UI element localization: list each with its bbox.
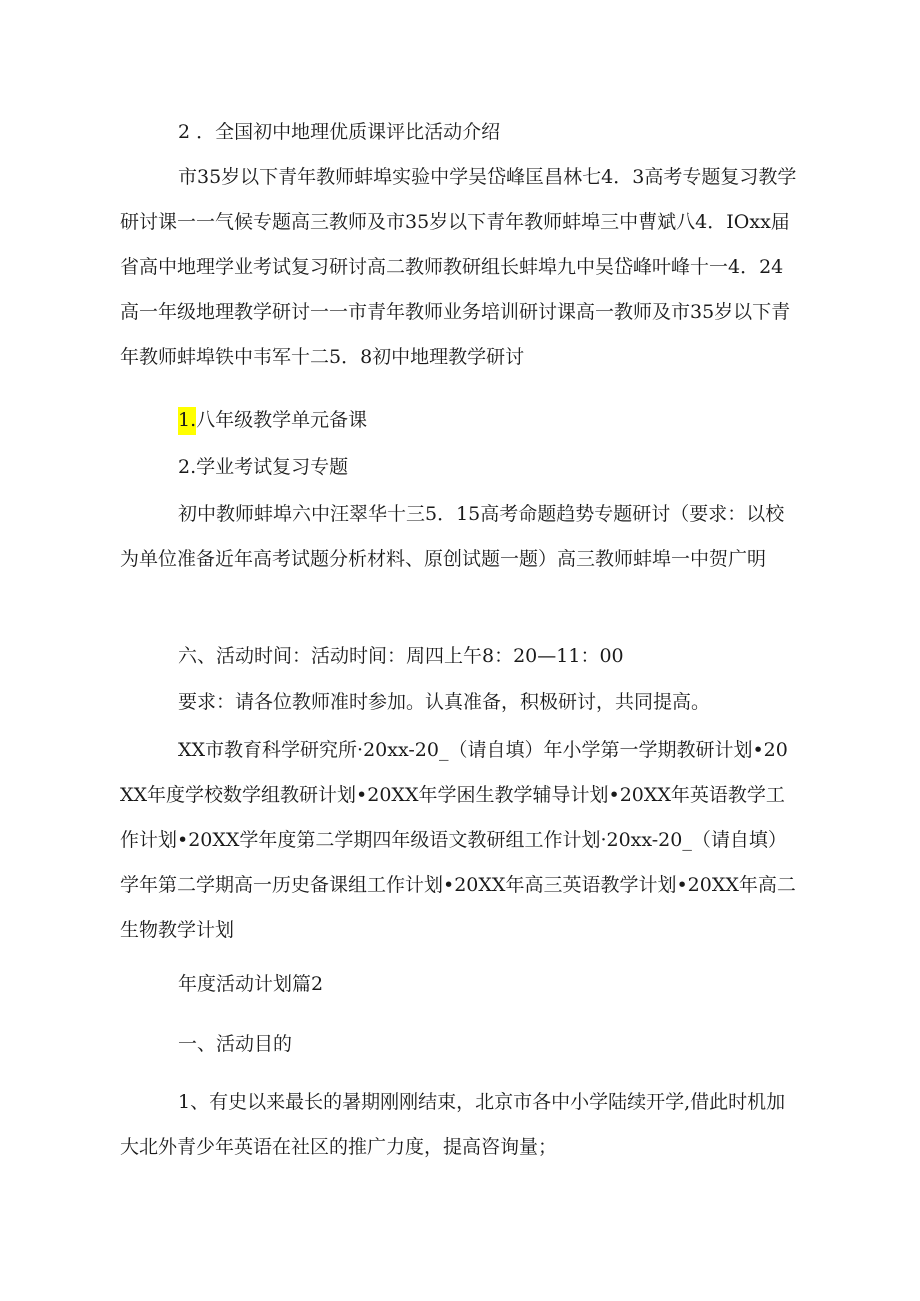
paragraph-plan-2-title: 年度活动计划篇2 [178, 973, 324, 995]
paragraph-section-purpose: 一、活动目的 [178, 1033, 293, 1055]
paragraph-requirements: 要求：请各位教师准时参加。认真准备，积极研讨，共同提高。 [178, 691, 711, 713]
paragraph-activity-schedule: 市35岁以下青年教师蚌埠实验中学吴岱峰匡昌林七4．3高考专题复习教学研讨课一一气候专题高三教师及市35岁以下青年教师蚌埠三中曹斌八4．IOxx届省高中地理学业考试复习研讨高二教师教研组长蚌埠九中吴岱峰叶峰十一4．24高一年级地理教学研讨一一市青年教师业务培训研讨课高一教师及市35岁以下青年教师蚌埠铁中韦军十二5．8初中地理教学研讨 [120, 166, 797, 368]
item-1-text: 八年级教学单元备课 [196, 409, 368, 431]
paragraph-exam-research: 初中教师蚌埠六中汪翠华十三5．15高考命题趋势专题研讨（要求：以校为单位准备近年高考试题分析材料、原创试题一题）高三教师蚌埠一中贺广明 [120, 503, 785, 570]
paragraph-purpose-1: 1、有史以来最长的暑期刚刚结束，北京市各中小学陆续开学,借此时机加大北外青少年英语在社区的推广力度，提高咨询量； [120, 1091, 786, 1158]
paragraph-section-2-title: 2 ．全国初中地理优质课评比活动介绍 [178, 121, 501, 143]
paragraph-item-2: 2.学业考试复习专题 [178, 456, 349, 478]
highlighted-number: 1. [178, 407, 196, 435]
paragraph-activity-time: 六、活动时间：活动时间：周四上午8：20—11：00 [178, 645, 624, 667]
paragraph-related-plans: XX市教育科学研究所·20xx-20_（请自填）年小学第一学期教研计划•20XX年度学校数学组教研计划•20XX年学困生教学辅导计划•20XX年英语教学工作计划•20XX学年度第二学期四年级语文教研组工作计划·20xx-20_（请自填）学年第二学期高一历史备课组工作计划•20XX年高三英语教学计划•20XX年高二生物教学计划 [120, 739, 796, 941]
paragraph-item-1 [178, 398, 798, 443]
